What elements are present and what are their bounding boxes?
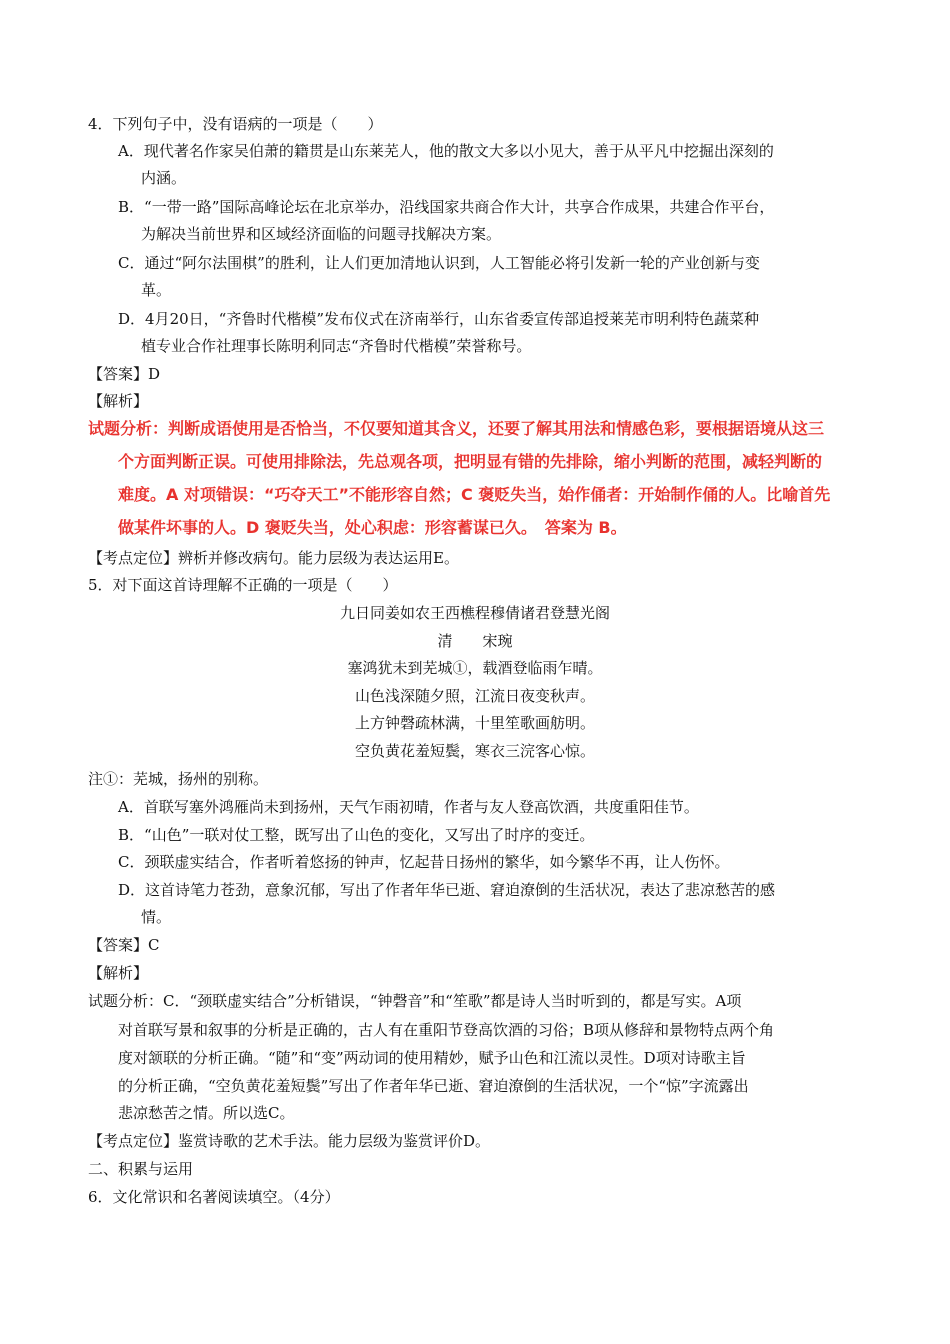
q4-analysis-label: 【解析】 <box>88 392 149 410</box>
q4-option-b-line2: 为解决当前世界和区域经济面临的问题寻找解决方案。 <box>141 225 502 243</box>
poem-note: 注①：芜城，扬州的别称。 <box>88 770 269 788</box>
q5-analysis-line1: 试题分析：C．“颈联虚实结合”分析错误，“钟磬音”和“笙歌”都是诗人当时听到的，都是写实。A项 <box>88 992 742 1010</box>
q4-option-c-line2: 革。 <box>141 281 172 299</box>
q5-analysis-line5: 悲凉愁苦之情。所以选C。 <box>118 1104 295 1122</box>
q4-stem: 4．下列句子中，没有语病的一项是（ ） <box>88 115 383 133</box>
q5-analysis-label: 【解析】 <box>88 964 149 982</box>
section-heading: 二、积累与运用 <box>88 1160 194 1178</box>
poem-author: 清 宋琬 <box>437 632 513 650</box>
q6-stem: 6．文化常识和名著阅读填空。（4分） <box>88 1188 340 1206</box>
q4-option-b-line1: B．“一带一路”国际高峰论坛在北京举办，沿线国家共商合作大计，共享合作成果，共建合作平台， <box>118 198 775 216</box>
q5-analysis-line2: 对首联写景和叙事的分析是正确的，古人有在重阳节登高饮酒的习俗；B项从修辞和景物特点两个角 <box>118 1021 775 1039</box>
q5-analysis-line4: 的分析正确，“空负黄花羞短鬓”写出了作者年华已逝、窘迫潦倒的生活状况，一个“惊”字流露出 <box>118 1077 749 1095</box>
q5-answer: 【答案】C <box>88 936 160 954</box>
q4-analysis-line4: 做某件坏事的人。D 褒贬失当，处心积虑：形容蓄谋已久。 答案为 B。 <box>118 518 627 537</box>
q4-option-a-line2: 内涵。 <box>141 169 187 187</box>
q4-analysis-line2: 个方面判断正误。可使用排除法，先总观各项，把明显有错的先排除，缩小判断的范围，减轻判断的 <box>118 452 823 471</box>
q5-option-c: C．颈联虚实结合，作者听着悠扬的钟声，忆起昔日扬州的繁华，如今繁华不再，让人伤怀。 <box>118 853 730 871</box>
q4-option-c-line1: C．通过“阿尔法围棋”的胜利，让人们更加清地认识到，人工智能必将引发新一轮的产业创新与变 <box>118 254 760 272</box>
poem-line-3: 上方钟磬疏林满，十里笙歌画舫明。 <box>354 714 595 732</box>
poem-line-2: 山色浅深随夕照，江流日夜变秋声。 <box>354 687 595 705</box>
q5-analysis-line3: 度对颔联的分析正确。“随”和“变”两动词的使用精妙，赋予山色和江流以灵性。D项对诗歌主旨 <box>118 1049 746 1067</box>
q4-analysis-line3: 难度。A 对项错误：“巧夺天工”不能形容自然；C 褒贬失当，始作俑者：开始制作俑的人。比喻首先 <box>118 485 831 504</box>
poem-line-1: 塞鸿犹未到芜城①，载酒登临雨乍晴。 <box>347 659 603 677</box>
q4-option-d-line2: 植专业合作社理事长陈明利同志“齐鲁时代楷模”荣誉称号。 <box>141 337 532 355</box>
q5-option-a: A．首联写塞外鸿雁尚未到扬州，天气乍雨初晴，作者与友人登高饮酒，共度重阳佳节。 <box>118 798 699 816</box>
q4-option-d-line1: D．4月20日，“齐鲁时代楷模”发布仪式在济南举行，山东省委宣传部追授莱芜市明利特色蔬菜种 <box>118 310 759 328</box>
q4-analysis-line1: 试题分析：判断成语使用是否恰当，不仅要知道其含义，还要了解其用法和情感色彩，要根据语境从这三 <box>88 419 825 438</box>
q5-stem: 5．对下面这首诗理解不正确的一项是（ ） <box>88 576 398 594</box>
q4-answer: 【答案】D <box>88 365 161 383</box>
poem-title: 九日同姜如农王西樵程穆倩诸君登慧光阁 <box>339 604 610 622</box>
poem-line-4: 空负黄花羞短鬓，寒衣三浣客心惊。 <box>354 742 595 760</box>
q5-option-b: B．“山色”一联对仗工整，既写出了山色的变化，又写出了时序的变迁。 <box>118 826 595 844</box>
q5-option-d-line1: D．这首诗笔力苍劲，意象沉郁，写出了作者年华已逝、窘迫潦倒的生活状况，表达了悲凉愁苦的感 <box>118 881 776 899</box>
q5-option-d-line2: 情。 <box>141 908 172 926</box>
q4-option-a-line1: A．现代著名作家吴伯萧的籍贯是山东莱芜人，他的散文大多以小见大，善于从平凡中挖掘出深刻的 <box>118 142 774 160</box>
q5-exam-point: 【考点定位】鉴赏诗歌的艺术手法。能力层级为鉴赏评价D。 <box>88 1132 491 1150</box>
q4-exam-point: 【考点定位】辨析并修改病句。能力层级为表达运用E。 <box>88 549 459 567</box>
